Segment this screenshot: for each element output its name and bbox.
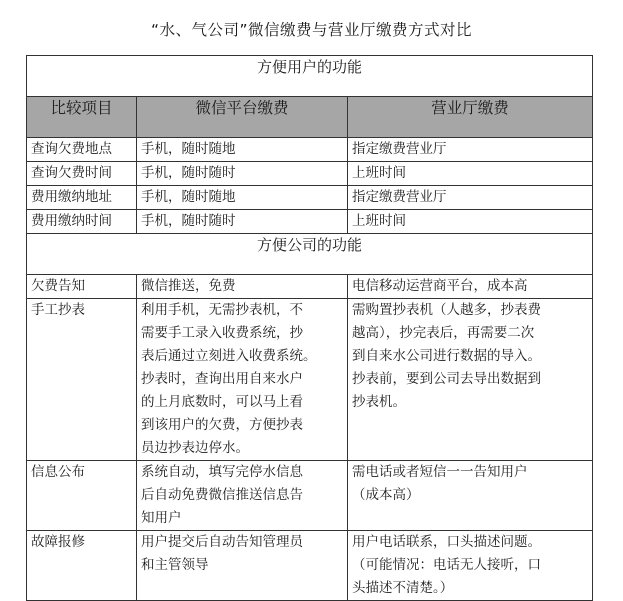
page-title: “水、气公司”微信缴费与营业厅缴费方式对比 (150, 21, 473, 39)
section-title-company: 方便公司的功能 (27, 234, 593, 275)
cell-line: 抄表时，查询出用自来水户 (141, 371, 303, 387)
cell-line: 表后通过立刻进入收费系统。 (141, 348, 317, 364)
cell-item: 信息公布 (27, 461, 137, 531)
cell-hall (348, 275, 593, 299)
cell-hall: 上班时间 (348, 162, 593, 186)
header-item: 比较项目 (27, 97, 137, 138)
cell-line: 的上月底数时，可以马上看 (141, 394, 303, 410)
header-row (27, 97, 593, 138)
comparison-table (26, 55, 593, 601)
cell-item: 故障报修 (27, 531, 137, 601)
table-row (27, 531, 593, 601)
cell-line: （成本高） (352, 487, 420, 503)
cell-hall (348, 461, 593, 531)
cell-line: 越高），抄完表后，再需要二次 (352, 325, 535, 341)
cell-hall: 上班时间 (348, 210, 593, 234)
cell-line: 和主管领导 (141, 557, 209, 573)
cell-item: 查询欠费地点 (27, 138, 137, 162)
cell-line: 微信推送，免费 (141, 278, 236, 294)
cell-item: 手工抄表 (27, 299, 137, 461)
cell-line: 用户提交后自动告知管理员 (141, 534, 303, 550)
cell-wechat: 手机，随时随地 (137, 138, 348, 162)
cell-wechat (137, 531, 348, 601)
cell-hall: 指定缴费营业厅 (348, 138, 593, 162)
cell-item: 费用缴纳时间 (27, 210, 137, 234)
section-title-user: 方便用户的功能 (27, 56, 593, 97)
cell-line: 电信移动运营商平台，成本高 (352, 278, 528, 294)
section-row-company (27, 234, 593, 275)
table-row (27, 461, 593, 531)
table-row (27, 186, 593, 210)
cell-line: 需要手工录入收费系统，抄 (141, 325, 303, 341)
cell-line: 知用户 (141, 510, 182, 526)
cell-line: 需购置抄表机（人越多，抄表费 (352, 302, 541, 318)
cell-wechat: 手机，随时随地 (137, 186, 348, 210)
cell-line: （可能情况：电话无人接听，口 (352, 557, 541, 573)
table-row (27, 162, 593, 186)
cell-hall (348, 531, 593, 601)
cell-line: 系统自动，填写完停水信息 (141, 464, 303, 480)
cell-line: 到该用户的欠费，方便抄表 (141, 417, 303, 433)
table-row (27, 210, 593, 234)
cell-wechat: 手机，随时随时 (137, 210, 348, 234)
header-hall: 营业厅缴费 (348, 97, 593, 138)
header-wechat: 微信平台缴费 (137, 97, 348, 138)
table-row (27, 299, 593, 461)
cell-hall: 指定缴费营业厅 (348, 186, 593, 210)
cell-line: 到自来水公司进行数据的导入。 (352, 348, 541, 364)
cell-line: 后自动免费微信推送信息告 (141, 487, 303, 503)
cell-item: 欠费告知 (27, 275, 137, 299)
cell-item: 费用缴纳地址 (27, 186, 137, 210)
cell-line: 利用手机，无需抄表机，不 (141, 302, 303, 318)
cell-line: 需电话或者短信一一告知用户 (352, 464, 528, 480)
cell-line: 抄表前，要到公司去导出数据到 (352, 371, 541, 387)
table-row (27, 138, 593, 162)
cell-line: 抄表机。 (352, 394, 406, 410)
cell-wechat (137, 275, 348, 299)
section-row-user (27, 56, 593, 97)
cell-line: 用户电话联系，口头描述问题。 (352, 534, 541, 550)
table-row (27, 275, 593, 299)
cell-line: 头描述不清楚。） (352, 580, 454, 596)
cell-wechat (137, 299, 348, 461)
cell-hall (348, 299, 593, 461)
cell-line: 员边抄表边停水。 (141, 440, 249, 456)
cell-wechat (137, 461, 348, 531)
cell-item: 查询欠费时间 (27, 162, 137, 186)
cell-wechat: 手机，随时随时 (137, 162, 348, 186)
